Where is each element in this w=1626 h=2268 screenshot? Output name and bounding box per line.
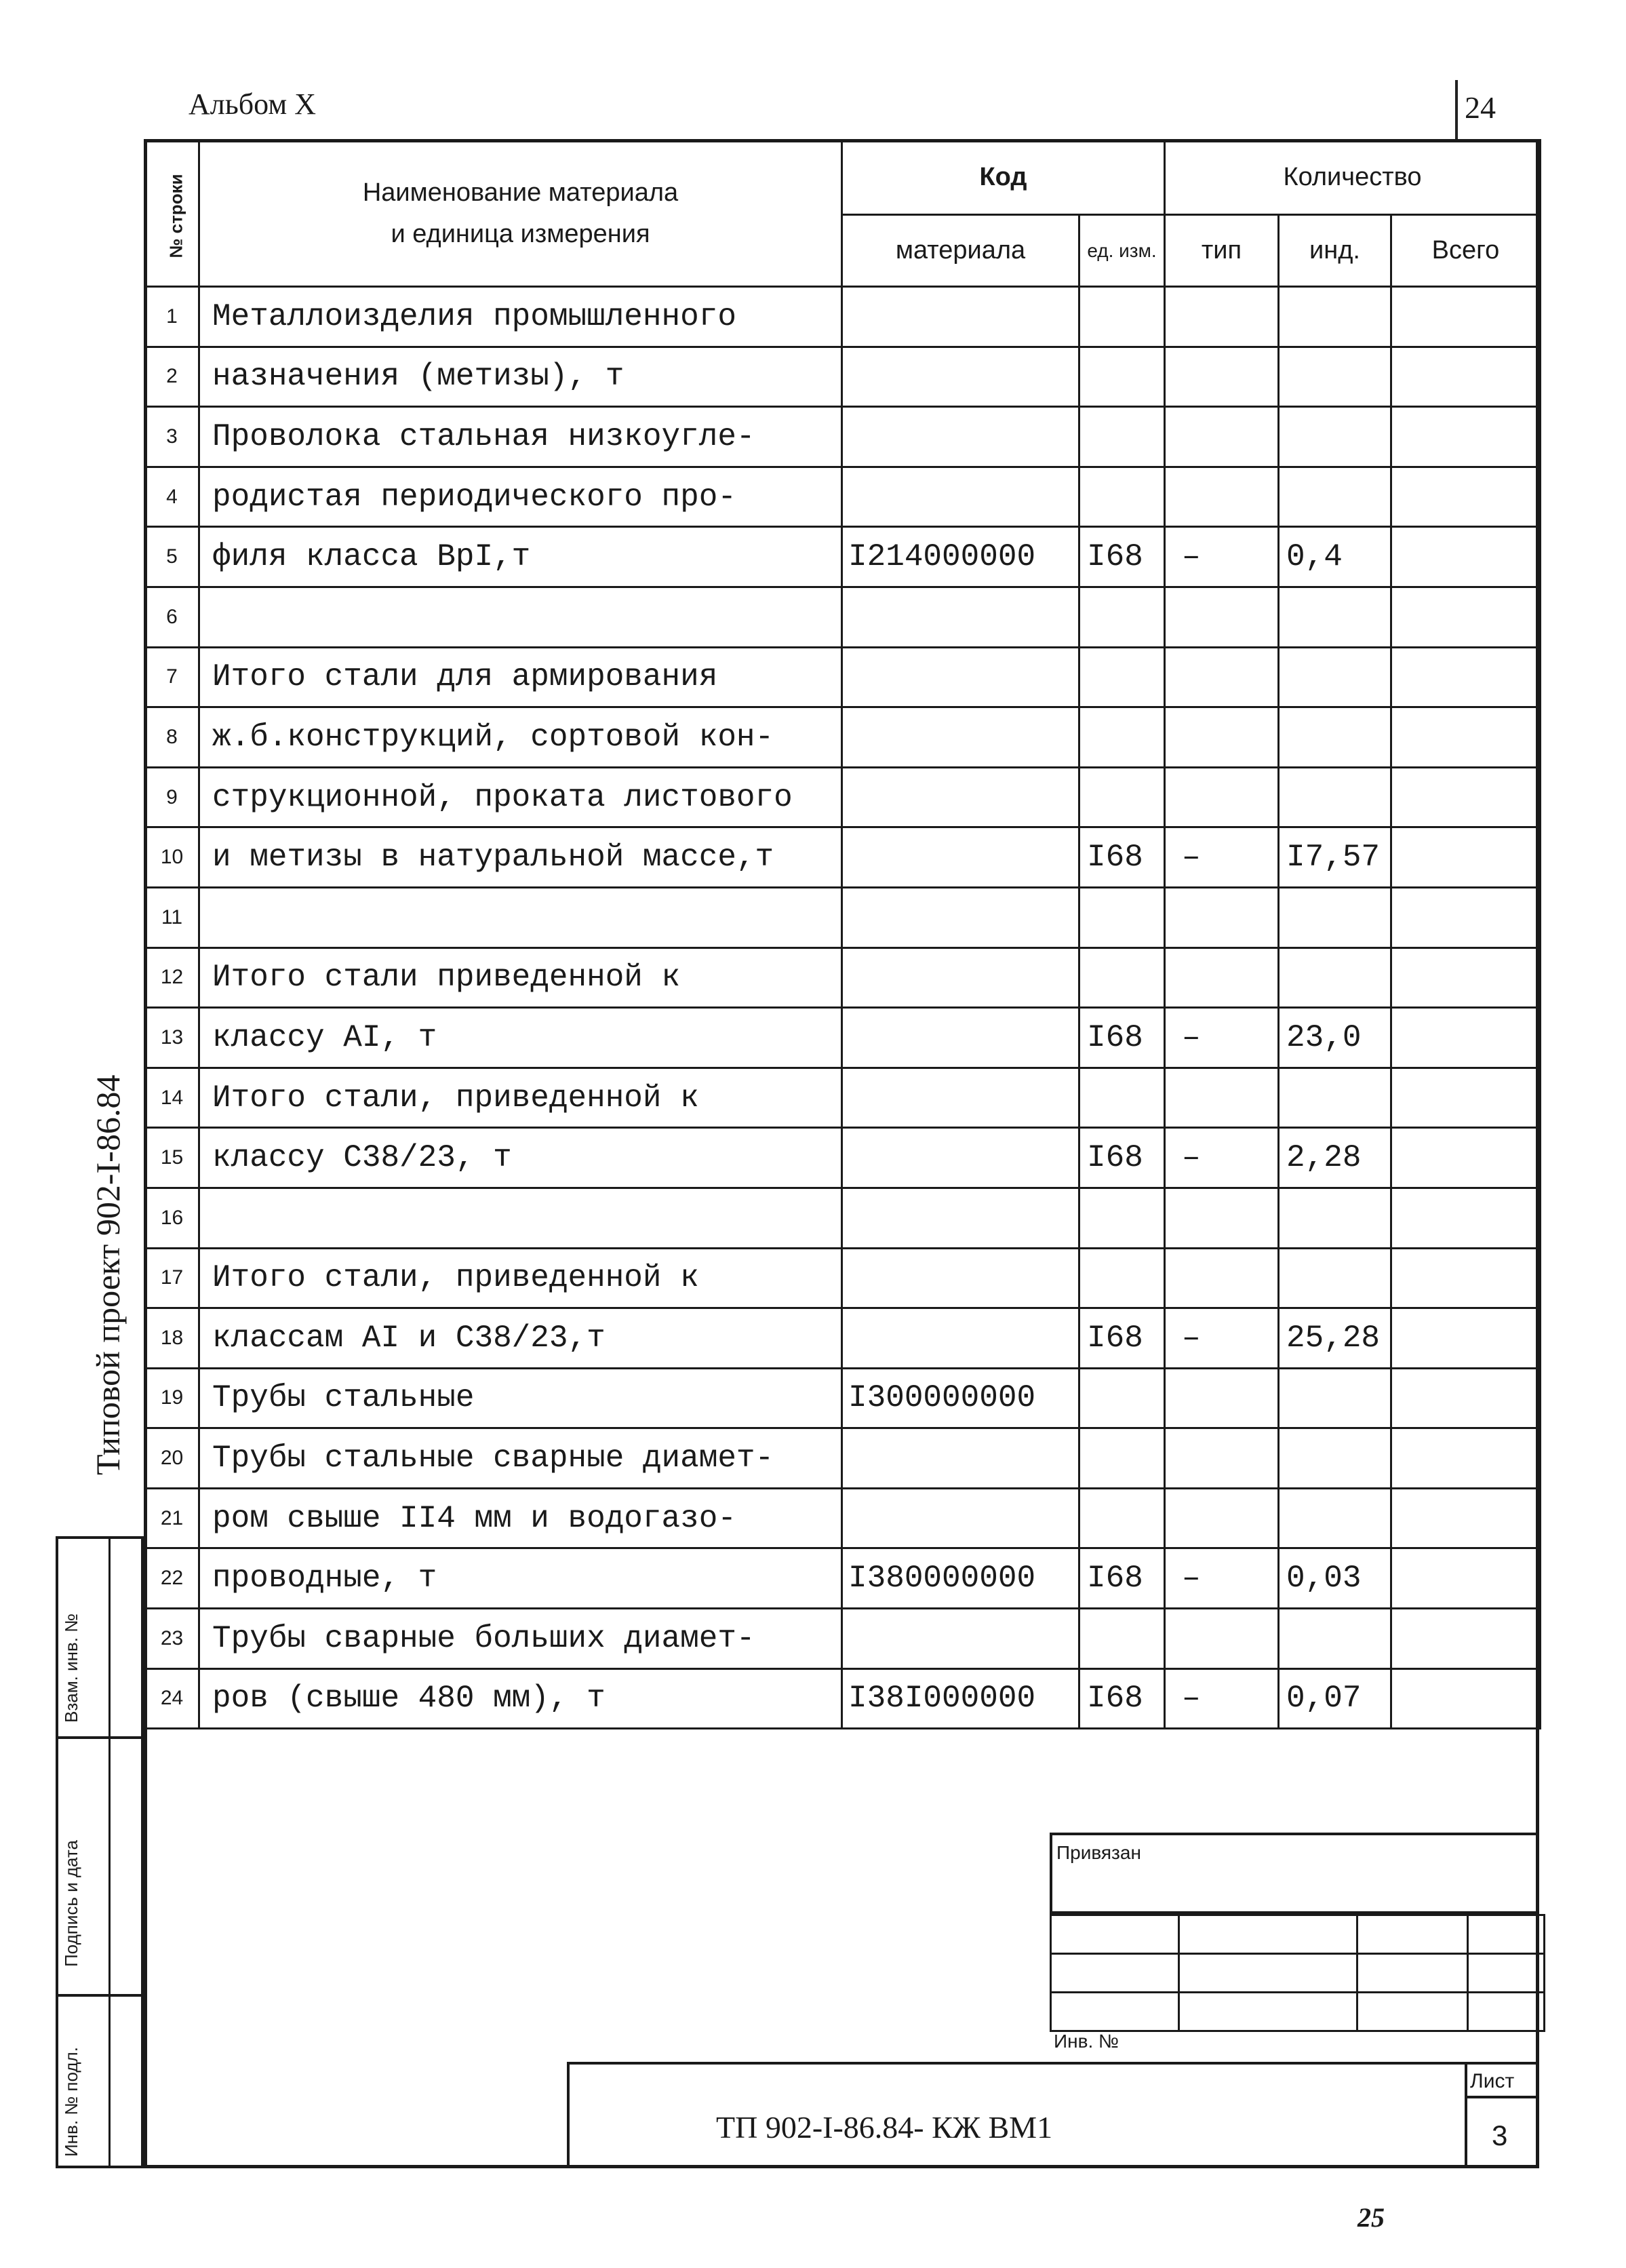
quantity-total (1391, 707, 1541, 768)
binding-stamp-grid (1050, 1914, 1545, 2032)
quantity-type (1165, 707, 1279, 768)
quantity-ind (1279, 1428, 1391, 1489)
quantity-total (1391, 1668, 1541, 1729)
quantity-type: – (1165, 527, 1279, 587)
row-number: 19 (145, 1368, 199, 1428)
quantity-total (1391, 1308, 1541, 1369)
material-name: Итого стали для армирования (199, 647, 842, 707)
unit-code (1079, 467, 1165, 527)
unit-code (1079, 887, 1165, 947)
quantity-total (1391, 467, 1541, 527)
row-number: 6 (145, 587, 199, 647)
table-row (145, 347, 1541, 407)
quantity-ind: 23,0 (1279, 1008, 1391, 1068)
material-code (842, 887, 1079, 947)
unit-code: I68 (1079, 1548, 1165, 1609)
material-code: I300000000 (842, 1368, 1079, 1428)
row-number: 5 (145, 527, 199, 587)
material-name: проводные, т (199, 1548, 842, 1609)
quantity-total (1391, 827, 1541, 888)
table-row (145, 887, 1541, 947)
material-name: струкционной, проката листового (199, 767, 842, 827)
material-code: I214000000 (842, 527, 1079, 587)
side-stamp-signature-date: Подпись и дата (61, 1839, 81, 1967)
unit-code (1079, 947, 1165, 1008)
quantity-total (1391, 1128, 1541, 1188)
quantity-type: – (1165, 1308, 1279, 1369)
quantity-ind (1279, 1368, 1391, 1428)
project-number-vertical: Типовой проект 902-I-86.84 (89, 1074, 127, 1475)
sheet-label: Лист (1470, 2070, 1515, 2092)
row-number: 22 (145, 1548, 199, 1609)
binding-stamp (1050, 1833, 1539, 1914)
table-row (145, 1488, 1541, 1548)
quantity-total (1391, 1188, 1541, 1248)
unit-code (1079, 707, 1165, 768)
quantity-ind: 25,28 (1279, 1308, 1391, 1369)
code-header: Код (842, 140, 1165, 215)
quantity-ind (1279, 587, 1391, 647)
table-row (145, 1609, 1541, 1669)
quantity-total (1391, 767, 1541, 827)
unit-code: I68 (1079, 1668, 1165, 1729)
material-code (842, 1128, 1079, 1188)
quantity-type (1165, 1248, 1279, 1308)
bottom-number: 25 (1357, 2202, 1385, 2233)
material-name: классу АI, т (199, 1008, 842, 1068)
quantity-ind (1279, 1609, 1391, 1669)
quantity-ind (1279, 1248, 1391, 1308)
quantity-type: – (1165, 827, 1279, 888)
quantity-ind: 0,4 (1279, 527, 1391, 587)
side-stamp-divider (56, 1736, 144, 1739)
quantity-ind (1279, 1068, 1391, 1128)
material-name-header: Наименование материала и единица измерения (199, 140, 842, 287)
side-stamp-original-inv: Инв. № подл. (61, 2047, 81, 2157)
quantity-total (1391, 1609, 1541, 1669)
row-number: 24 (145, 1668, 199, 1729)
quantity-ind (1279, 707, 1391, 768)
page-number: 24 (1465, 90, 1496, 125)
quantity-type (1165, 647, 1279, 707)
quantity-total (1391, 887, 1541, 947)
quantity-total (1391, 1068, 1541, 1128)
unit-code: I68 (1079, 1008, 1165, 1068)
unit-code (1079, 1488, 1165, 1548)
unit-code (1079, 1068, 1165, 1128)
table-row (145, 467, 1541, 527)
material-code (842, 1248, 1079, 1308)
table-row (145, 1188, 1541, 1248)
unit-code: I68 (1079, 827, 1165, 888)
quantity-type (1165, 407, 1279, 467)
quantity-ind (1279, 1488, 1391, 1548)
row-number: 14 (145, 1068, 199, 1128)
sheet-box-divider (1465, 2096, 1539, 2098)
unit-code: I68 (1079, 1308, 1165, 1369)
quantity-type (1165, 1188, 1279, 1248)
material-code (842, 827, 1079, 888)
material-code (842, 1308, 1079, 1369)
quantity-ind (1279, 647, 1391, 707)
material-name (199, 887, 842, 947)
unit-code (1079, 1368, 1165, 1428)
ind-header: инд. (1279, 215, 1391, 287)
unit-code (1079, 767, 1165, 827)
row-number: 20 (145, 1428, 199, 1489)
unit-header: ед. изм. (1079, 215, 1165, 287)
row-number: 1 (145, 287, 199, 347)
material-code (842, 347, 1079, 407)
material-name: филя класса ВрI,т (199, 527, 842, 587)
table-row (145, 1668, 1541, 1729)
row-number: 8 (145, 707, 199, 768)
quantity-total (1391, 647, 1541, 707)
table-row (145, 587, 1541, 647)
table-row (145, 827, 1541, 888)
material-name: Трубы сварные больших диамет- (199, 1609, 842, 1669)
quantity-type (1165, 1609, 1279, 1669)
quantity-type: – (1165, 1548, 1279, 1609)
row-number: 3 (145, 407, 199, 467)
material-name: ж.б.конструкций, сортовой кон- (199, 707, 842, 768)
material-name: ров (свыше 480 мм), т (199, 1668, 842, 1729)
quantity-total (1391, 1248, 1541, 1308)
quantity-type (1165, 1368, 1279, 1428)
title-block (567, 2062, 1539, 2168)
material-name: и метизы в натуральной массе,т (199, 827, 842, 888)
material-code: I38I000000 (842, 1668, 1079, 1729)
row-number: 12 (145, 947, 199, 1008)
quantity-type (1165, 767, 1279, 827)
unit-code (1079, 1609, 1165, 1669)
row-number: 11 (145, 887, 199, 947)
row-number: 18 (145, 1308, 199, 1369)
quantity-type (1165, 287, 1279, 347)
unit-code (1079, 587, 1165, 647)
quantity-total (1391, 407, 1541, 467)
specification-table (144, 139, 1541, 1729)
table-row (145, 1428, 1541, 1489)
material-code (842, 1428, 1079, 1489)
row-number: 9 (145, 767, 199, 827)
unit-code (1079, 1248, 1165, 1308)
material-code (842, 1068, 1079, 1128)
unit-code: I68 (1079, 527, 1165, 587)
unit-code (1079, 287, 1165, 347)
material-name: классу С38/23, т (199, 1128, 842, 1188)
row-number: 7 (145, 647, 199, 707)
table-row (145, 407, 1541, 467)
quantity-ind (1279, 407, 1391, 467)
quantity-total (1391, 1008, 1541, 1068)
table-row (145, 1548, 1541, 1609)
quantity-type (1165, 887, 1279, 947)
table-row (145, 1008, 1541, 1068)
unit-code (1079, 347, 1165, 407)
quantity-total (1391, 947, 1541, 1008)
table-row (145, 1368, 1541, 1428)
row-number: 4 (145, 467, 199, 527)
inventory-number-label: Инв. № (1054, 2031, 1119, 2052)
material-code (842, 1609, 1079, 1669)
sheet-number: 3 (1492, 2119, 1508, 2151)
material-name: Итого стали, приведенной к (199, 1068, 842, 1128)
quantity-header: Количество (1165, 140, 1541, 215)
material-code (842, 707, 1079, 768)
material-name: назначения (метизы), т (199, 347, 842, 407)
table-row (145, 1248, 1541, 1308)
quantity-type (1165, 1068, 1279, 1128)
row-number-header: № строки (145, 140, 199, 287)
quantity-type: – (1165, 1128, 1279, 1188)
material-name (199, 1188, 842, 1248)
material-code (842, 767, 1079, 827)
total-header: Всего (1391, 215, 1541, 287)
material-name: Проволока стальная низкоугле- (199, 407, 842, 467)
quantity-total (1391, 1368, 1541, 1428)
table-row (145, 1068, 1541, 1128)
material-name (199, 587, 842, 647)
material-name: Трубы стальные сварные диамет- (199, 1428, 842, 1489)
quantity-type (1165, 947, 1279, 1008)
row-number: 23 (145, 1609, 199, 1669)
side-stamp-divider (56, 1994, 144, 1997)
table-row (145, 1308, 1541, 1369)
quantity-ind (1279, 767, 1391, 827)
material-code (842, 467, 1079, 527)
quantity-ind (1279, 887, 1391, 947)
material-code (842, 407, 1079, 467)
quantity-ind (1279, 467, 1391, 527)
document-code: ТП 902-I-86.84- КЖ ВМ1 (716, 2110, 1053, 2145)
material-name: Трубы стальные (199, 1368, 842, 1428)
quantity-ind: 2,28 (1279, 1128, 1391, 1188)
quantity-total (1391, 287, 1541, 347)
page-number-divider (1455, 80, 1458, 142)
row-number: 16 (145, 1188, 199, 1248)
table-row (145, 767, 1541, 827)
material-name: родистая периодического про- (199, 467, 842, 527)
quantity-total (1391, 1428, 1541, 1489)
unit-code: I68 (1079, 1128, 1165, 1188)
table-row (145, 1128, 1541, 1188)
unit-code (1079, 647, 1165, 707)
side-stamp-divider (108, 1536, 111, 2168)
quantity-type (1165, 587, 1279, 647)
row-number: 10 (145, 827, 199, 888)
row-number: 2 (145, 347, 199, 407)
table-row (145, 647, 1541, 707)
material-code (842, 1188, 1079, 1248)
quantity-type (1165, 1488, 1279, 1548)
quantity-ind (1279, 947, 1391, 1008)
material-code (842, 647, 1079, 707)
material-code (842, 1488, 1079, 1548)
unit-code (1079, 1428, 1165, 1489)
material-code (842, 947, 1079, 1008)
material-code (842, 1008, 1079, 1068)
quantity-ind (1279, 287, 1391, 347)
table-row (145, 287, 1541, 347)
quantity-ind: I7,57 (1279, 827, 1391, 888)
row-number: 17 (145, 1248, 199, 1308)
material-code (842, 287, 1079, 347)
quantity-total (1391, 1548, 1541, 1609)
row-number: 15 (145, 1128, 199, 1188)
material-name: Итого стали приведенной к (199, 947, 842, 1008)
material-name: Металлоизделия промышленного (199, 287, 842, 347)
quantity-total (1391, 347, 1541, 407)
table-row (145, 527, 1541, 587)
quantity-type (1165, 467, 1279, 527)
album-label: Альбом X (189, 87, 316, 121)
unit-code (1079, 1188, 1165, 1248)
quantity-type: – (1165, 1008, 1279, 1068)
material-name: классам АI и С38/23,т (199, 1308, 842, 1369)
quantity-ind: 0,03 (1279, 1548, 1391, 1609)
side-stamp-replace-inv: Взам. инв. № (61, 1613, 81, 1723)
row-number: 21 (145, 1488, 199, 1548)
quantity-ind (1279, 1188, 1391, 1248)
binding-label: Привязан (1056, 1842, 1141, 1863)
type-header: тип (1165, 215, 1279, 287)
quantity-ind: 0,07 (1279, 1668, 1391, 1729)
quantity-type (1165, 1428, 1279, 1489)
material-code (842, 587, 1079, 647)
quantity-total (1391, 1488, 1541, 1548)
table-row (145, 947, 1541, 1008)
material-name: ром свыше II4 мм и водогазо- (199, 1488, 842, 1548)
quantity-type: – (1165, 1668, 1279, 1729)
unit-code (1079, 407, 1165, 467)
quantity-total (1391, 587, 1541, 647)
quantity-total (1391, 527, 1541, 587)
material-name: Итого стали, приведенной к (199, 1248, 842, 1308)
row-number: 13 (145, 1008, 199, 1068)
table-row (145, 707, 1541, 768)
material-code: I380000000 (842, 1548, 1079, 1609)
code-material-header: материала (842, 215, 1079, 287)
quantity-type (1165, 347, 1279, 407)
quantity-ind (1279, 347, 1391, 407)
